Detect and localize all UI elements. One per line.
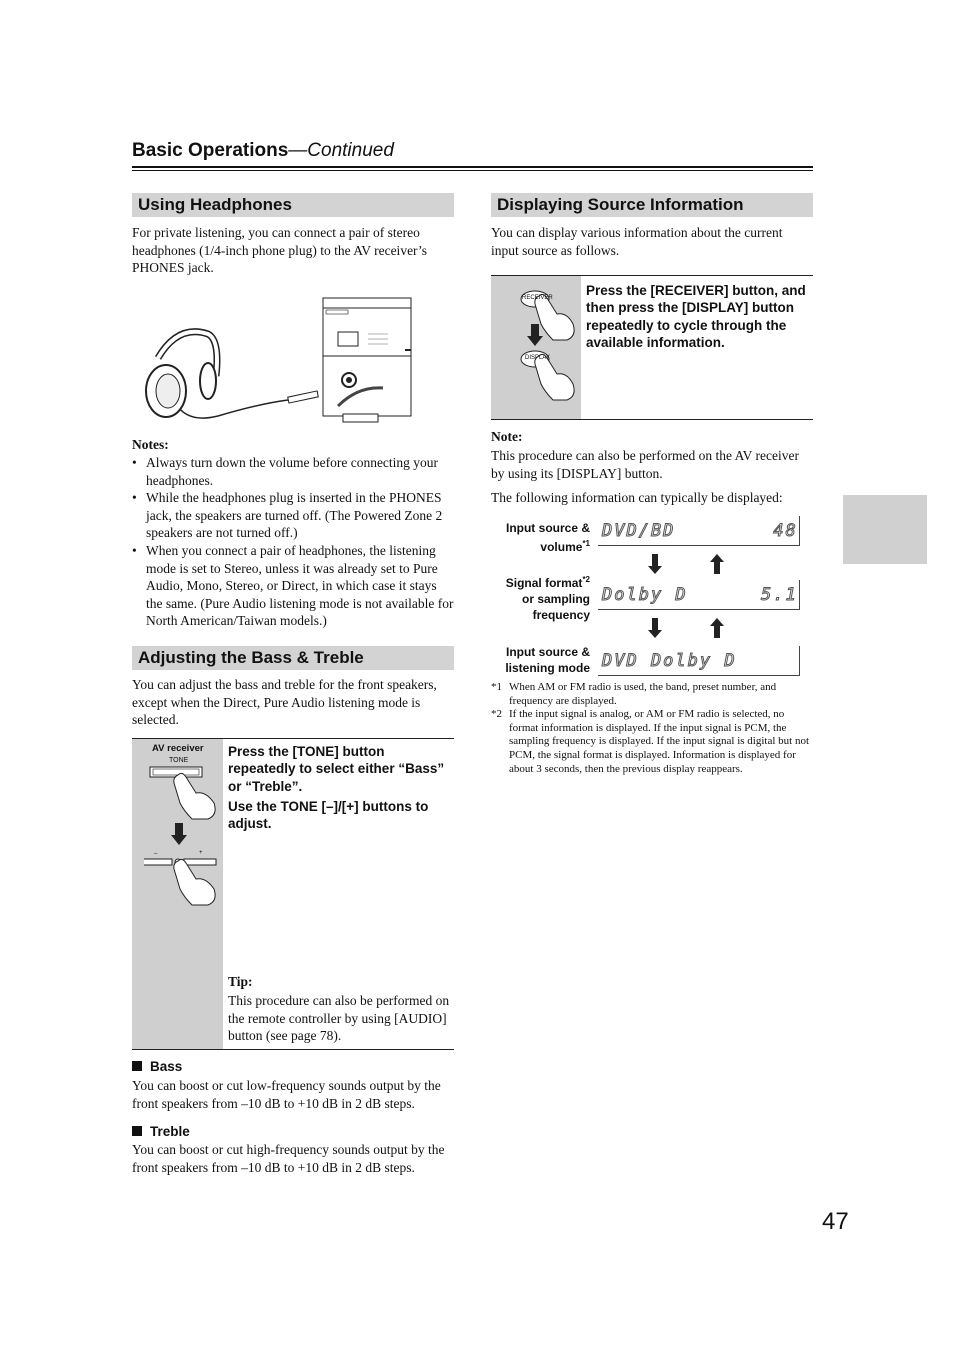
brand-logo [326,310,348,314]
display-label-2 [490,572,590,623]
note-text: This procedure can also be performed on the AV receiver by using its [DISPLAY] button. [491,448,800,481]
section-title-bass-treble: Adjusting the Bass & Treble [132,646,454,670]
tone-step1: Press the [TONE] button repeatedly to select either “Bass” or “Treble”. [228,744,445,794]
note-item: • Always turn down the volume before connecting your headphones. [132,454,454,489]
header-rule-thin [132,170,813,171]
source-info-intro: You can display various information about the current input source as follows. [491,225,783,258]
tone-minus-label: – [154,851,158,857]
tone-plus-label: + [199,850,203,856]
footnotes [491,681,813,776]
section-title-headphones: Using Headphones [132,193,454,217]
display-button-label: DISPLAY [525,355,550,361]
arrow-up-icon [710,554,724,562]
footnote-1 [491,681,813,708]
headphones-notes [132,437,454,630]
tip-title: Tip: [228,974,253,989]
header-continued: —Continued [288,140,394,161]
header-title: Basic Operations [132,140,289,161]
treble-text: You can boost or cut high-frequency sounds output by the front speakers from –10 dB to +10 dB in 2 dB steps. [132,1142,445,1175]
arrow-up-icon [710,618,724,626]
device-label: AV receiver [152,743,204,754]
treble-heading [132,1124,190,1139]
receiver-display-hands [515,286,581,416]
bullet-square-icon [132,1126,142,1136]
footnote-text: If the input signal is analog, or AM or FM radio is selected, no format information is displayed. If the input signal is PCM, the sampling frequency is displayed. If the input signal is digital but not PCM, the signal format is displayed. Information is displayed for about 3 seconds, then the previous display reappears. [509,708,810,775]
label-line: Input source & [505,521,590,535]
label-sup: *2 [582,575,590,584]
footnote-mark: *2 [491,708,502,721]
tone-label: TONE [169,757,189,764]
footnote-2 [491,708,813,776]
footnote-text: When AM or FM radio is used, the band, preset number, and frequency are displayed. [509,681,777,707]
headphones-illustration [138,296,458,430]
tone-button-hands [144,763,224,913]
tip-text: This procedure can also be performed on the remote controller by using [AUDIO] button (see page 78). [228,993,450,1044]
tone-illustration-panel [132,739,223,1049]
display-illustration-panel [491,276,581,419]
page-number: 47 [822,1208,849,1235]
label-line: Input source & [505,645,590,659]
label-line: listening mode [505,661,590,675]
headphones-intro: For private listening, you can connect a pair of stereo headphones (1/4-inch phone plug) to the AV receiver’s PHONES jack. [132,225,428,276]
note-title: Note: [491,429,523,444]
notes-title: Notes: [132,437,169,452]
footnote-mark: *1 [491,681,502,693]
label-sup: *1 [582,539,590,548]
arrow-down-icon [648,566,662,574]
header-rule [132,166,813,168]
display-step-box [491,275,813,420]
label-line: volume [540,540,583,554]
tone-step2: Use the TONE [–]/[+] buttons to adjust. [228,799,429,832]
receiver-button-label: RECEIVER [522,295,553,301]
page-header [132,140,813,162]
cycle-arrows-2 [648,618,724,638]
display-label-3 [490,644,590,676]
label-line: or sampling [521,592,590,606]
display-label-1 [490,520,590,555]
bass-heading [132,1059,182,1074]
tone-step-box [132,738,454,1050]
label-line: frequency [532,608,590,622]
label-line: Signal format [505,576,583,590]
chapter-tab [843,495,927,564]
note-item: • While the headphones plug is inserted in the PHONES jack, the speakers are turned off. (The Powered Zone 2 speakers are not turned off.) [132,489,454,542]
display-step: Press the [RECEIVER] button, and then press the [DISPLAY] button repeatedly to cycle through the available information. [586,283,806,351]
bass-treble-intro: You can adjust the bass and treble for the front speakers, except when the Direct, Pure Audio listening mode is selected. [132,677,437,728]
lcd-display-1: DVD/BD 48 [598,516,800,546]
bullet-square-icon [132,1061,142,1071]
cycle-arrows-1 [648,554,724,574]
bass-text: You can boost or cut low-frequency sounds output by the front speakers from –10 dB to +10 dB in 2 dB steps. [132,1078,441,1111]
following-text: The following information can typically be displayed: [491,490,783,505]
arrow-down-icon [648,630,662,638]
treble-title: Treble [150,1124,190,1139]
note-item: • When you connect a pair of headphones, the listening mode is set to Stereo, unless it was already set to Pure Audio, Mono, Stereo, or Direct, in which case it stays the same. (Pure Audio listening mode is not available for North American/Taiwan models.) [132,542,454,630]
lcd-display-2: Dolby D 5.1 [598,580,800,610]
bass-title: Bass [150,1059,183,1074]
section-title-source-info: Displaying Source Information [491,193,813,217]
lcd-display-3: DVD Dolby D [598,646,800,676]
